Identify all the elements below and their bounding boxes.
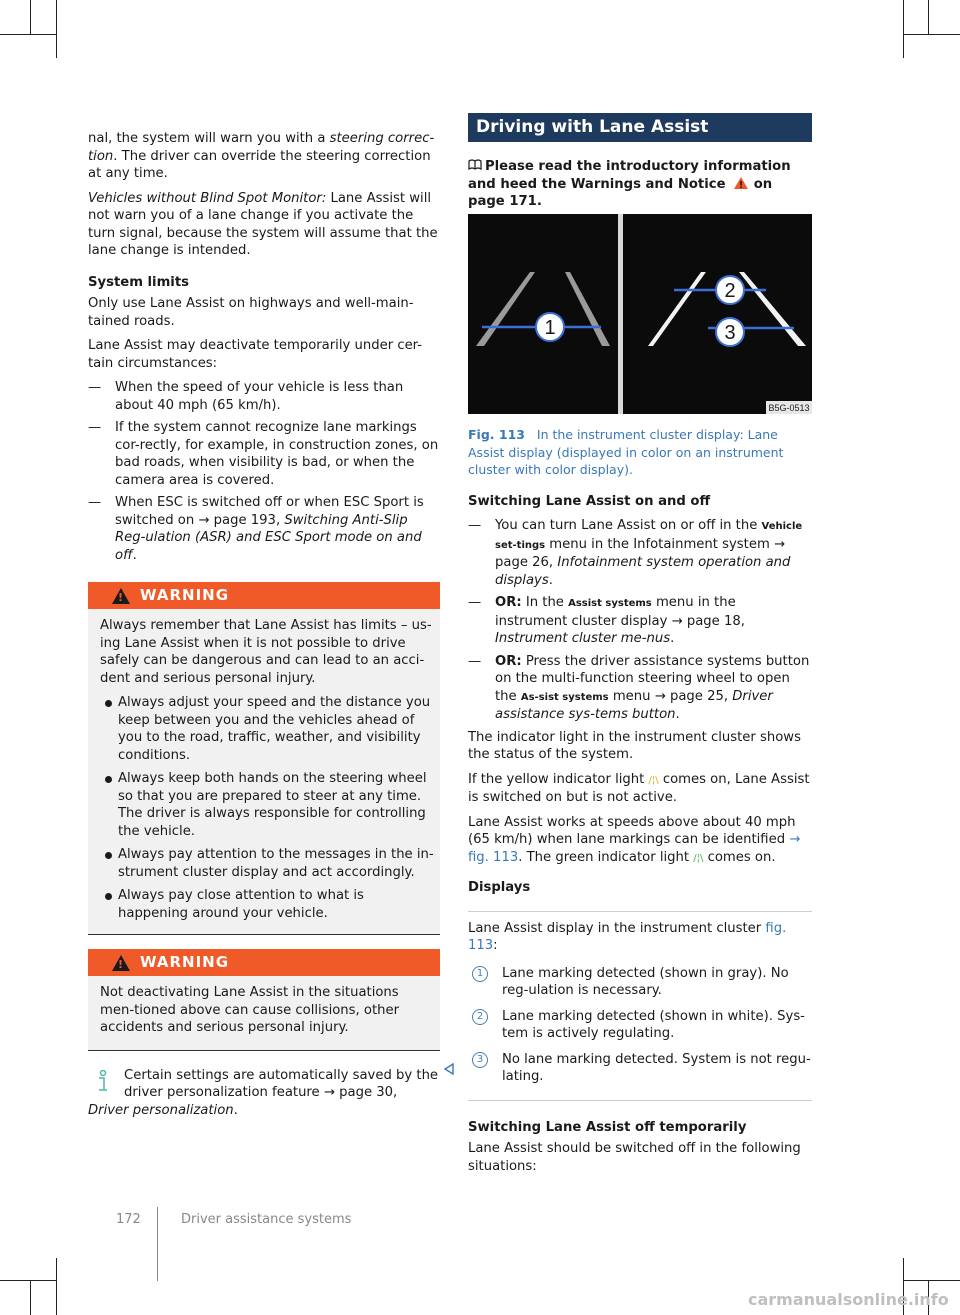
section-title: Driving with Lane Assist xyxy=(468,113,812,142)
left-column xyxy=(88,130,440,1119)
text: Lane Assist will not warn you of a lane change if you activate the turn signal, because the system will assume that the lane change is intended. xyxy=(88,190,438,258)
warning-text: Not deactivating Lane Assist in the situations men-tioned above can cause collisions, other accidents and serious personal injury. xyxy=(100,985,400,1035)
warning-notice-icon xyxy=(733,176,749,190)
paragraph xyxy=(468,771,812,807)
divider xyxy=(618,214,623,414)
menu-name: Vehicle set-tings xyxy=(495,521,803,551)
text: Press the driver assistance systems button on the multi-function steering wheel to open the xyxy=(495,653,810,704)
page-ref[interactable]: → page 18, xyxy=(671,613,745,629)
figure-lane-assist xyxy=(468,214,812,414)
yellow-lane-icon: /¦\ xyxy=(648,774,659,786)
page-ref[interactable]: → page 26, xyxy=(495,536,786,570)
crop-mark xyxy=(928,0,929,34)
crop-mark xyxy=(30,0,31,34)
intro-text: on page 171. xyxy=(468,176,773,209)
right-column xyxy=(468,158,812,218)
paragraph: Lane Assist may deactivate temporarily under cer-tain circumstances: xyxy=(88,338,423,371)
intro-notice xyxy=(468,158,812,211)
subheading-displays: Displays xyxy=(468,880,531,895)
footer-divider xyxy=(157,1207,158,1281)
warning-body xyxy=(88,609,440,935)
text: : xyxy=(493,938,498,953)
text: menu in the instrument cluster display xyxy=(495,595,736,629)
text: . xyxy=(233,1102,238,1118)
crop-mark xyxy=(56,1258,57,1315)
legend-text: No lane marking detected. System is not regu-lating. xyxy=(502,1051,811,1084)
note xyxy=(88,1067,440,1102)
term: steering correc-tion xyxy=(88,131,435,164)
text: You can turn Lane Assist on or off in the xyxy=(495,518,762,533)
crop-mark xyxy=(903,34,960,35)
warning-box xyxy=(88,949,440,1051)
end-of-section-icon xyxy=(443,1063,455,1075)
warning-header xyxy=(88,582,440,609)
note-text: Certain settings are automatically saved by the driver personalization feature xyxy=(124,1067,439,1100)
bullet-item: Always keep both hands on the steering wheel so that you are prepared to steer at any time. The driver is always responsible for controlling the vehicle. xyxy=(100,770,434,840)
legend-item xyxy=(468,965,812,1000)
ref-title: Driver assistance sys-tems button xyxy=(495,688,773,722)
ref-title: Infotainment system operation and displays xyxy=(495,555,791,588)
figure-code: B5G-0513 xyxy=(768,403,810,413)
figure-ref[interactable]: fig. 113 xyxy=(468,920,787,953)
crop-mark xyxy=(30,1280,31,1315)
right-column-body xyxy=(468,426,812,1182)
crop-mark xyxy=(0,1280,56,1281)
figure-caption xyxy=(468,426,812,479)
page-ref[interactable]: → page 25, xyxy=(654,688,733,704)
crop-mark xyxy=(0,34,56,35)
crop-mark xyxy=(903,1280,960,1281)
legend-number: 1 xyxy=(472,966,488,982)
warning-text: Always remember that Lane Assist has limits – us-ing Lane Assist when it is not possible to drive safely can be dangerous and can lead to an acci-dent and serious personal injury. xyxy=(100,618,432,686)
text: . The driver can override the steering correction at any time. xyxy=(88,148,431,181)
text: Lane Assist works at speeds above about 40 mph (65 km/h) when lane markings can be identified xyxy=(468,814,796,847)
text: In the xyxy=(521,595,569,610)
list-item xyxy=(468,594,812,648)
bullet-item: Always pay close attention to what is happening around your vehicle. xyxy=(100,887,434,922)
or-label: OR: xyxy=(495,595,522,610)
legend-item xyxy=(468,1051,812,1086)
page-number: 172 xyxy=(116,1212,141,1227)
ref-title: Driver personalization xyxy=(88,1102,234,1118)
lane-marking-left xyxy=(476,272,535,346)
menu-name: Assist systems xyxy=(568,598,652,609)
term: Vehicles without Blind Spot Monitor: xyxy=(88,190,327,206)
ref-title: Instrument cluster me-nus xyxy=(495,631,671,646)
list-item xyxy=(88,494,440,564)
warning-label: WARNING xyxy=(140,952,230,971)
paragraph: Only use Lane Assist on highways and well-main-tained roads. xyxy=(88,296,414,329)
text: . xyxy=(670,631,675,646)
text: . xyxy=(675,707,680,722)
temp-off-block xyxy=(468,1100,812,1176)
lane-marking-right xyxy=(565,272,610,346)
text: nal, the system will warn you with a xyxy=(88,131,330,146)
text: comes on. xyxy=(703,849,776,865)
legend-number: 3 xyxy=(472,1052,488,1068)
paragraph xyxy=(88,130,440,183)
paragraph xyxy=(468,920,812,955)
warning-triangle-icon xyxy=(112,955,130,971)
text: Lane Assist display in the instrument cluster xyxy=(468,920,766,936)
figure-ref[interactable]: → fig. 113 xyxy=(468,832,801,865)
list-item xyxy=(468,653,812,724)
subheading-temporarily: Switching Lane Assist off temporarily xyxy=(468,1119,747,1135)
text: If the yellow indicator light xyxy=(468,771,649,787)
legend-item xyxy=(468,1008,812,1043)
text: . The green indicator light xyxy=(518,849,694,865)
paragraph: Lane Assist should be switched off in the following situations: xyxy=(468,1141,801,1174)
list-item: — When the speed of your vehicle is less than about 40 mph (65 km/h). xyxy=(88,379,440,414)
legend-text: Lane marking detected (shown in white). Sys-tem is actively regulating. xyxy=(502,1008,805,1041)
green-lane-icon: /¦\ xyxy=(693,852,704,864)
warning-label: WARNING xyxy=(140,585,230,604)
text: comes on, Lane Assist is switched on but is not active. xyxy=(468,771,810,805)
note-continued xyxy=(88,1102,440,1120)
book-icon xyxy=(468,159,482,171)
watermark: carmanualsonline.info xyxy=(748,1290,949,1309)
warning-header xyxy=(88,949,440,976)
warning-box xyxy=(88,582,440,935)
warning-triangle-icon xyxy=(112,588,130,604)
intro-text: Please read the introductory information and heed the Warnings and Notice xyxy=(468,159,791,192)
legend-text: Lane marking detected (shown in gray). No reg-ulation is necessary. xyxy=(502,965,789,998)
displays-block xyxy=(468,911,812,1086)
ref-title: Switching Anti-Slip Reg-ulation (ASR) and ESC Sport mode on and off xyxy=(115,512,422,563)
text: menu xyxy=(608,688,655,704)
caption-text: In the instrument cluster display: Lane Assist display (displayed in color on an instrument cluster with color display). xyxy=(468,427,784,477)
crop-mark xyxy=(56,0,57,58)
text: . xyxy=(548,572,553,588)
legend-number: 2 xyxy=(472,1009,488,1025)
text: menu in the Infotainment system xyxy=(545,536,774,552)
figure-illustration xyxy=(468,214,812,414)
lane-marking-right xyxy=(739,272,806,346)
list-item xyxy=(468,517,812,589)
bullet-item: Always pay attention to the messages in the in-strument cluster display and act accordingly. xyxy=(100,846,434,881)
paragraph: The indicator light in the instrument cluster shows the status of the system. xyxy=(468,729,801,762)
caption-number: Fig. 113 xyxy=(468,427,525,442)
text: . xyxy=(132,547,137,563)
or-label: OR: xyxy=(495,653,522,669)
list-item: — If the system cannot recognize lane markings cor-rectly, for example, in construction zones, on bad roads, when visibility is bad, or when the camera area is covered. xyxy=(88,419,440,489)
page-ref[interactable]: → page 30, xyxy=(323,1085,398,1100)
lane-marking-left xyxy=(648,272,706,346)
paragraph xyxy=(468,814,812,868)
page-ref[interactable]: → page 193, xyxy=(198,512,285,528)
bullet-item: Always adjust your speed and the distance you keep between you and the vehicles ahead of you to the road, traffic, weather, and visibility conditions. xyxy=(100,694,434,764)
info-icon xyxy=(96,1070,110,1094)
warning-body xyxy=(88,976,440,1051)
callout-label: 1 xyxy=(544,317,556,339)
crop-mark xyxy=(903,0,904,58)
menu-name: As-sist systems xyxy=(520,691,609,703)
subheading-system-limits: System limits xyxy=(88,274,189,290)
callout-label: 3 xyxy=(724,322,736,344)
callout-label: 2 xyxy=(724,280,736,302)
paragraph xyxy=(88,190,440,260)
text: When ESC is switched off or when ESC Sport is switched on xyxy=(115,495,424,528)
subheading-switching: Switching Lane Assist on and off xyxy=(468,493,711,509)
chapter-title: Driver assistance systems xyxy=(181,1212,352,1227)
